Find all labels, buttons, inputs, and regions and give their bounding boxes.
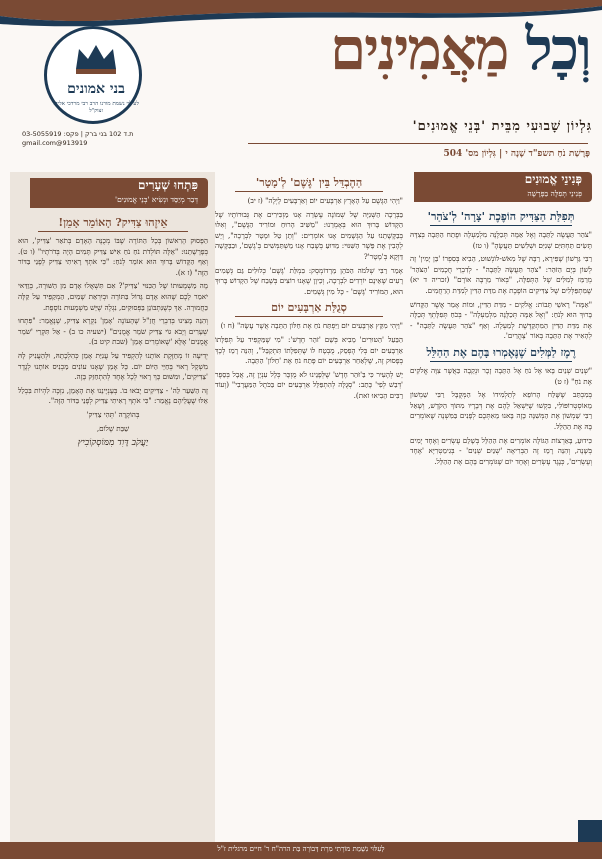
- article-heading: [215, 301, 403, 317]
- tab-title: פְּנִינֵי אֱמוּנִים: [524, 172, 582, 186]
- heading-underline: [430, 361, 572, 362]
- heading-underline: [38, 231, 188, 232]
- article-paragraph: אָמַר רַבִּי שְׁלֹמֹה הַכֹּהֵן מֵרָדוֹמְסְק: בִּמְלַּת 'גֶּשֶׁם' כְּלוּלִים גַּם גְּשָׁמִים רָעִים שֶׁאֵינָם יוֹרְדִים לִבְרָכָה, וְכֵיוָן שֶׁאָנוּ רוֹצִים בְּשֶׁבַח שֶׁל הַקָּדוֹשׁ בָּרוּךְ הוּא, הַמּוֹרִיד 'גֶּשֶׁם' - כָּל מִין גְּשָׁמִים.: [215, 265, 403, 296]
- article-paragraph: בְּמִכְתַּב שֶׁשָּׁלַח הָרוֹפֵא לְתַלְמִידוֹ אֶל הַמְּקֻבָּל רַבִּי שַׁמְשׁוֹן מֵאוֹסְטְרוֹפּוֹלִי, בִּקְשׁוּ שֶׁיִּשְׁאַל לָהֶם אֶת דְּבָרָיו מִתּוֹךְ הַקֹּדֶשׁ, וְשָׁאַל רַבִּי שַׁמְשׁוֹן אֶת הַמְּשִׁנָּה כָּזֶה בָּאנוּ מֵאִתְּכֶם לְפָנִים בַּמִּשְׁנָה שֶׁאוֹמְרִים בָּהּ אֶת הַהַלֵּל.: [410, 390, 592, 431]
- section-tab-pitchu: [18, 178, 208, 208]
- tab-subtitle: פְּנִינֵי תְּפִלָּה בַּפָּרָשָׁה: [527, 189, 582, 198]
- article-heading-text: הַהֶבְדֵּל בֵּין 'גֶּשֶׁם' לְ'מָטָר': [255, 176, 363, 189]
- sidebar-heading-text: אֵיזֶהוּ צַדִּיק? הָאוֹמֵר אָמֵן!: [58, 216, 168, 229]
- footer-dedication: לְעִלּוּי נִשְׁמַת מוֹרָתִי מִרָת דְּבוֹרָה בַּת הרה"ח ר' חיים מרגלית ז"ל: [217, 845, 385, 853]
- column-middle: [215, 172, 403, 405]
- heading-underline: [430, 225, 572, 226]
- article-paragraph: רַבִּי גַּרְשׁוֹן שָׁפִּירָא, רַבָּהּ שֶׁל מִאֹשׁ-לוֹנְשׁוּט, הֵבִיא בְּסִפְרוֹ 'בֵּן יָמִין' זָה לְשׁוֹן בְּיָם הַזֹּהַר: "צֹהַר תַּעֲשֶׂה לַתֵּבָה" - לְדִבְרֵי חֲכָמִים 'הַצֹּהַר' מְרַמֵּז לְמִלִּים שֶׁל הַתְּפִלָּה, "בְּאוֹר מַרְבֶּה אוֹרָם" (זכריה ד יא) שֶׁמִּתְפַּלְּלִים שֶׁל צַדִּיקִים הוֹפֶכֶת אֶת מִדַּת הַדִּין לְמִדַּת הָרַחֲמִים.: [410, 254, 592, 295]
- article-heading-text: סְגֻלַּת אַרְבָּעִים יוֹם: [271, 301, 347, 315]
- column-left: [18, 178, 208, 449]
- contact-info: [22, 130, 212, 148]
- sidebar-paragraph: הַפָּסוּק הָרִאשׁוֹן בְּכָל הַתּוֹרָה שֶׁבּוֹ מְכֻנֶּה הָאָדָם בְּתֹאַר 'צַדִּיק', הוּא בְּפָרָשָׁתֵנוּ: "אֵלֶּה תּוֹלְדֹת נֹחַ נֹחַ אִישׁ צַדִּיק תָּמִים הָיָה בְּדֹרֹתָיו" (ו ט). וְאַף הַקָּדוֹשׁ בָּרוּךְ הוּא אוֹמֵר לְנֹחַ: "כִּי אֹתְךָ רָאִיתִי צַדִּיק לְפָנַי בַּדּוֹר הַזֶּה" (ז א).: [18, 236, 208, 277]
- tab-subtitle: דְּבַר מְיַסֵּד וּנְשִׂיא 'בְּנֵי אֱמוּנִים': [115, 195, 198, 204]
- article-heading: [410, 210, 592, 226]
- article-paragraph: "וַיְהִי הַגֶּשֶׁם עַל הָאָרֶץ אַרְבָּעִים יוֹם וְאַרְבָּעִים לָיְלָה" (ז יב): [247, 196, 403, 205]
- crown-icon: [73, 43, 119, 75]
- section-tab-peninei: [410, 172, 592, 202]
- article-paragraph: "אַמָּה" רָאשֵׁי תֵּבוֹת: אֱלֹקִים - מִדַּת הַדִּין, וּמוֹת אָמַר אֲשֶׁר הַקָּדוֹשׁ בָּרוּךְ הוּא לְנֹחַ: "וְאֶל אַמָּה תְּכַלֶּנָּה מִלְמַעְלָה" - בְּכֹחַ תְּפִלָּתְךָ תְּכַלֶּה אֶת מִדַּת הַדִּין הַמִּתְקַדֶּשֶׁת לְמַעְלָה. וְאַף "צֹהַר תַּעֲשֶׂה לַתֵּבָה" - לְהָאִיר אֶת הַתֵּבָה בְּאוֹר 'צָהֳרַיִם'.: [410, 299, 592, 341]
- sidebar-paragraph: יְדִיעָה זוֹ מְחַזֶּקֶת אוֹתָנוּ לְהַקְפִּיד עַל עֲנִיַּת אָמֵן כְּהִלְכָתָהּ, וּלְהַעֲנִיק לָהּ מִשְׁקָל רָאוּי בְּחַיֵּי הַיּוֹם יוֹם. כָּל אָמֵן שֶׁאָנוּ עוֹנִים מַכְנִיס אוֹתָנוּ לְגֶדֶר 'צַדִּיקִים', וּמִשּׁוּם כָּךְ רָאוּי לְכָל אֶחָד לְהִתְחַזֵּק בָּזֶה.: [18, 350, 208, 382]
- header: [0, 0, 602, 158]
- title-word-1: וְכָל: [525, 15, 590, 83]
- sidebar-paragraph: מָה מַשְׁמָעוּתוֹ שֶׁל הַכִּנּוּי 'צַדִּיק'? אִם תִּשְׁאֲלוּ אָדָם מִן הַשּׁוּרָה, בְּוַדַּאי יֹאמַר לָכֶם שֶׁהוּא אָדָם גָּדוֹל בַּתּוֹרָה וּבְיִרְאַת שָׁמַיִם, הַמְקַפֵּיד עַל קַלָּה כַּחֲמוּרָה. אַךְ כְּשֶׁנִּתְבּוֹנֵן בַּפְּסוּקִים, נִגְלֶה שֶׁיֵּשׁ מַשְׁמָעוּת נוֹסֶפֶת.: [18, 281, 208, 312]
- heading-underline: [235, 316, 383, 317]
- masthead-title: [250, 15, 590, 83]
- corner-accent: [578, 820, 602, 842]
- logo-seal: [44, 26, 142, 124]
- logo-name: בני אמונים: [67, 81, 125, 97]
- article-paragraph: הַבַּעַל 'הַטּוּרִים' מֵבִיא בְּשֵׁם 'זֹהַר חָדָשׁ': "מִי שֶׁמַּקְפִּיד עַל תְּפִלָּתוֹ אַרְבָּעִים יוֹם בְּלִי הֶפְסֵק, מֻבְטָח לוֹ שֶׁתְּפִלָּתוֹ תִּתְקַבֵּל", וְהִנֵּה רָמֵז לְכָךְ בְּפָסוּק זֶה, שֶׁלְּאַחַר אַרְבָּעִים יוֹם פָּתַח נֹחַ אֶת 'חַלּוֹן' הַתֵּבָה.: [215, 334, 403, 366]
- masthead-subtitle: גִּלְיוֹן שָׁבוּעִי מִבֵּית 'בְּנֵי אֱמוּנִים': [412, 119, 592, 134]
- issue-info: פָּרָשַׁת נֹחַ תשפ"ד שָׁנָה י | גִּלְיוֹן מס' 504: [443, 149, 590, 159]
- heading-underline: [235, 191, 383, 192]
- signature: יַעֲקֹב דָּוִד מִמּוֹסְקוֹבִיץ: [77, 438, 149, 449]
- contact-address: ת.ד 102 בני ברק | פקס: 03-5055919: [22, 130, 134, 138]
- contact-email[interactable]: 913919@gmail.com: [22, 139, 88, 147]
- logo-subtitle: לעילוי נשמת מורנו הרב רבי מרדכי אליהו זצוק"ל: [53, 101, 139, 114]
- header-rule: [248, 143, 588, 144]
- sidebar-closing: בְּהוֹקָרָה 'תְּהִי צַדִּיק': [86, 409, 140, 419]
- article-paragraph: יֵשׁ לְהָעִיר כִּי בַּ'זֹּהַר חָדָשׁ' שֶׁלְּפָנֵינוּ לֹא מֻזְכָּר כְּלָל עִנְיָן זֶה, אֲבָל בְּסֵפֶר 'דְּבַשׁ לְפִי' כָּתַב: "סְגֻלָּה לְהִתְפַּלֵּל אַרְבָּעִים יוֹם בַּכֹּתֶל הַמַּעֲרָבִי" (וְעוֹד רַבִּים הֵבִיאוּ זֹאת).: [215, 369, 403, 400]
- article-paragraph: "וַיְהִי מִקֵּץ אַרְבָּעִים יוֹם וַיִּפְתַּח נֹחַ אֶת חַלּוֹן הַתֵּבָה אֲשֶׁר עָשָׂה" (ח ו): [220, 321, 403, 331]
- article-heading: [215, 176, 403, 192]
- title-word-2: מַאֲמִינִים: [329, 15, 508, 83]
- tab-title: פִּתְחוּ שְׁעָרִים: [137, 178, 198, 192]
- article-heading-text: תְּפִלַּת הַצַּדִּיק הוֹפֶכֶת 'צָרָה' לְ'צֹהַר': [427, 210, 575, 223]
- sidebar-heading: [18, 216, 208, 232]
- article-heading: [410, 346, 592, 362]
- article-paragraph: "צֹהַר תַּעֲשֶׂה לַתֵּבָה וְאֶל אַמָּה תְּכַלֶּנָּה מִלְמַעְלָה וּפֶתַח הַתֵּבָה בְּצִדָּהּ תָּשִׂים תַּחְתִּיִּם שְׁנִיִּם וּשְׁלִשִׁים תַּעֲשֶׂהָ" (ו טז): [410, 230, 592, 250]
- article-paragraph: בַּבְּרָכָה הַשְּׁנִיָּה שֶׁל שְׁמוֹנָה עֶשְׂרֵה אָנוּ מַזְכִּירִים אֶת גְּבוּרוֹתָיו שֶׁל הַקָּדוֹשׁ בָּרוּךְ הוּא בְּאָמְרֵנוּ: "מַשִּׁיב הָרוּחַ וּמוֹרִיד הַגֶּשֶׁם", וְאִלּוּ בְּבַקָּשָׁתֵנוּ עַל הַגְּשָׁמִים אָנוּ אוֹמְרִים: "וְתֵן טַל וּמָטָר לִבְרָכָה", וְיֵשׁ לְהָבִין אֶת פֵּשֶׁר הַשִּׁנּוּי: מַדּוּעַ בְּשֶׁבַח אָנוּ מַשְׁתַּמְּשִׁים בְּ'גֶשֶׁם', וּבַבַּקָּשָׁה דַּוְקָא בְּ'מָטָר'?: [215, 209, 403, 261]
- logo: [10, 20, 210, 150]
- article-heading-text: רֶמֶז לַמְּלִים שֶׁנֶּאֶמְרוּ בָּהֶם אֶת הַהַלֵּל: [426, 345, 576, 359]
- article-paragraph: כִּידוּעַ, בָּאַרְצוֹת הַגּוֹלָה אוֹמְרִים אֶת הַהַלֵּל בְּשָׁלֵם עֶשְׂרִים וְאֶחָד יָמִים בְּשָׁנָה, וְהִנֵּה רָמֵז זֶה הַבְּרִיאָה 'שְׁנַיִם שְׁנַיִם' - בְּגִימַטְרִיָּא 'אֶחָד וְעֶשְׂרִים', כְּנֶגֶד עֶשְׂרִים וְאֶחָד יוֹם שֶׁגּוֹמְרִים בָּהֶם אֶת הַהַלֵּל.: [410, 435, 592, 466]
- article-paragraph: "שְׁנַיִם שְׁנַיִם בָּאוּ אֶל נֹחַ אֶל הַתֵּבָה זָכָר וּנְקֵבָה כַּאֲשֶׁר צִוָּה אֱלֹקִים אֶת נֹחַ" (ז ט): [410, 365, 592, 386]
- column-right: [410, 172, 592, 470]
- sidebar-paragraph: זֶה הַשַּׁעַר לַה' - צַדִּיקִים יָבֹאוּ בוֹ. בְּעָנְיָינֵנוּ אֶת הָאָמֵן, נִזְכֶּה לִהְיוֹת בִּכְלַל אֵלּוּ שֶׁעֲלֵיהֶם נֶאֱמַר: "כִּי אֹתְךָ רָאִיתִי צַדִּיק לְפָנַי בַּדּוֹר הַזֶּה".: [18, 385, 208, 406]
- sidebar-paragraph: וְהִנֵּה מָצִינוּ בְּדִבְרֵי חֲזַ"ל שֶׁהָעוֹנֶה 'אָמֵן' נִקְרָא צַדִּיק, שֶׁנֶּאֱמַר: "פִּתְחוּ שְׁעָרִים וְיָבֹא גוֹי צַדִּיק שֹׁמֵר אֱמֻנִים" (ישעיה כו ב) - אַל תִּקְרֵי 'שֹׁמֵר אֱמֻנִים' אֶלָּא 'שֶׁאוֹמְרִים אָמֵן' (שבת קיט ב).: [18, 316, 208, 347]
- sidebar-greeting: שַׁבַּת שָׁלוֹם,: [96, 423, 130, 433]
